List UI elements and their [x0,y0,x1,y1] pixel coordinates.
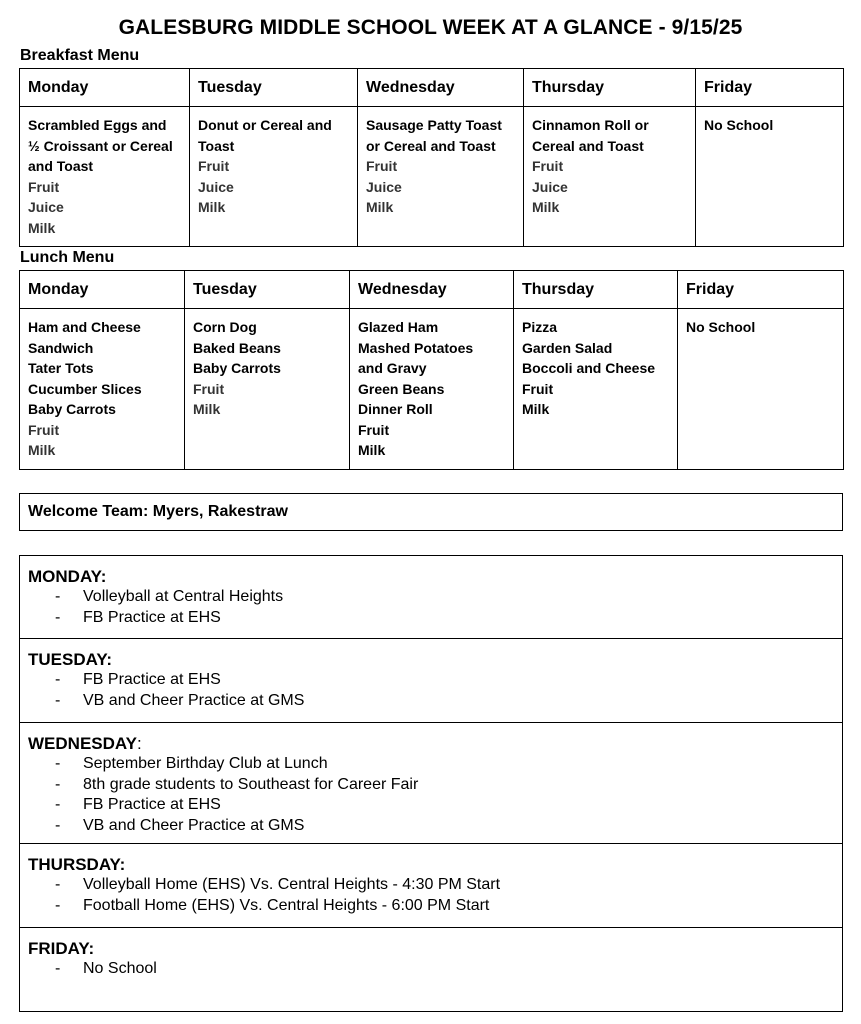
event-list [28,754,834,836]
schedule-day-name: MONDAY [28,567,101,586]
breakfast-menu-table [19,68,844,247]
menu-item: or Cereal and Toast [366,137,496,154]
menu-item: Milk [532,199,560,215]
menu-item: and Gravy [358,360,427,376]
breakfast-day-cell [524,107,696,247]
event-list [28,587,834,628]
page-title: GALESBURG MIDDLE SCHOOL WEEK AT A GLANCE - 9/15/25 [118,16,743,39]
lunch-day-cell [20,309,185,470]
menu-item: Glazed Ham [358,319,439,335]
menu-item: Milk [198,199,226,215]
breakfast-menu-label: Breakfast Menu [20,47,140,64]
menu-item: Donut or Cereal and [198,117,332,133]
lunch-day-header: Friday [678,271,844,309]
menu-item: Milk [358,442,386,458]
breakfast-day-header: Wednesday [358,69,524,107]
menu-item: Pizza [522,319,558,335]
breakfast-day-cell [358,107,524,247]
breakfast-day-cell [696,107,844,247]
lunch-menu-label: Lunch Menu [20,249,115,266]
breakfast-day-header: Monday [20,69,190,107]
menu-item: Milk [193,401,221,417]
event-item: - Football Home (EHS) Vs. Central Heights - 6:00 PM Start [55,896,834,917]
menu-item: No School [704,117,774,133]
event-list [28,875,834,916]
menu-item: Juice [198,178,234,195]
schedule-day-name: WEDNESDAY [28,734,137,753]
lunch-day-header: Wednesday [350,271,514,309]
schedule-day-name: THURSDAY [28,855,120,874]
menu-item: and Toast [28,158,94,174]
schedule-day-thursday [20,844,842,928]
menu-item: Cucumber Slices [28,380,142,397]
lunch-day-cell [514,309,678,470]
menu-item: Scrambled Eggs and [28,117,167,133]
menu-item: Cinnamon Roll or [532,117,649,133]
schedule-day-heading: TUESDAY: [28,650,113,669]
event-item: - FB Practice at EHS [55,608,834,629]
menu-item: Garden Salad [522,339,613,356]
menu-item: Baby Carrots [193,360,281,376]
menu-item: Juice [532,178,568,195]
menu-item: Fruit [522,380,554,397]
menu-item: Green Beans [358,380,445,397]
breakfast-day-cell [20,107,190,247]
event-list [28,670,834,711]
schedule-day-heading: FRIDAY: [28,939,95,958]
event-item: - Volleyball at Central Heights [55,587,834,608]
event-item: - VB and Cheer Practice at GMS [55,691,834,712]
event-item: - FB Practice at EHS [55,670,834,691]
event-item: - FB Practice at EHS [55,795,834,816]
menu-item: Corn Dog [193,319,257,335]
menu-item: Milk [366,199,394,215]
menu-item: Fruit [198,158,230,174]
menu-item: Fruit [193,380,225,397]
menu-item: Mashed Potatoes [358,339,474,356]
event-item: - September Birthday Club at Lunch [55,754,834,775]
menu-item: Fruit [532,158,564,174]
lunch-day-header: Thursday [514,271,678,309]
menu-item: Tater Tots [28,360,94,376]
menu-item: Juice [366,178,402,195]
schedule-day-name: TUESDAY [28,650,107,669]
menu-item: Juice [28,199,64,215]
breakfast-day-header: Tuesday [190,69,358,107]
lunch-day-cell [678,309,844,470]
lunch-menu-table [19,270,844,470]
breakfast-day-cell [190,107,358,247]
schedule-day-monday [20,556,842,639]
menu-item: Sausage Patty Toast [366,117,502,133]
event-item: - No School [55,959,834,980]
weekly-schedule [19,555,843,1012]
menu-item: Fruit [28,421,60,438]
schedule-day-heading: THURSDAY: [28,855,126,874]
schedule-day-friday [20,928,842,1011]
menu-item: Baked Beans [193,339,281,356]
lunch-day-cell [185,309,350,470]
lunch-day-header: Monday [20,271,185,309]
menu-item: Milk [28,219,56,236]
event-list [28,959,834,980]
schedule-day-tuesday [20,639,842,723]
menu-item: Fruit [358,421,390,438]
breakfast-day-header: Friday [696,69,844,107]
menu-item: ½ Croissant or Cereal [28,137,173,154]
menu-item: Milk [28,442,56,458]
menu-item: Fruit [28,178,60,195]
menu-item: Cereal and Toast [532,137,644,154]
lunch-day-header: Tuesday [185,271,350,309]
event-item: - VB and Cheer Practice at GMS [55,816,834,837]
menu-item: Boccoli and Cheese [522,360,656,376]
schedule-day-heading: MONDAY: [28,567,107,586]
menu-item: Toast [198,137,235,154]
menu-item: No School [686,319,756,335]
menu-item: Baby Carrots [28,401,116,417]
menu-item: Dinner Roll [358,401,433,417]
menu-item: Fruit [366,158,398,174]
schedule-day-name: FRIDAY [28,939,89,958]
menu-item: Milk [522,401,550,417]
lunch-day-cell [350,309,514,470]
menu-item: Ham and Cheese [28,319,141,335]
menu-item: Sandwich [28,339,94,356]
event-item: - 8th grade students to Southeast for Career Fair [55,775,834,796]
breakfast-day-header: Thursday [524,69,696,107]
welcome-team: Welcome Team: Myers, Rakestraw [19,493,843,531]
schedule-day-heading: WEDNESDAY: [28,734,142,753]
schedule-day-wednesday [20,723,842,844]
event-item: - Volleyball Home (EHS) Vs. Central Heights - 4:30 PM Start [55,875,834,896]
